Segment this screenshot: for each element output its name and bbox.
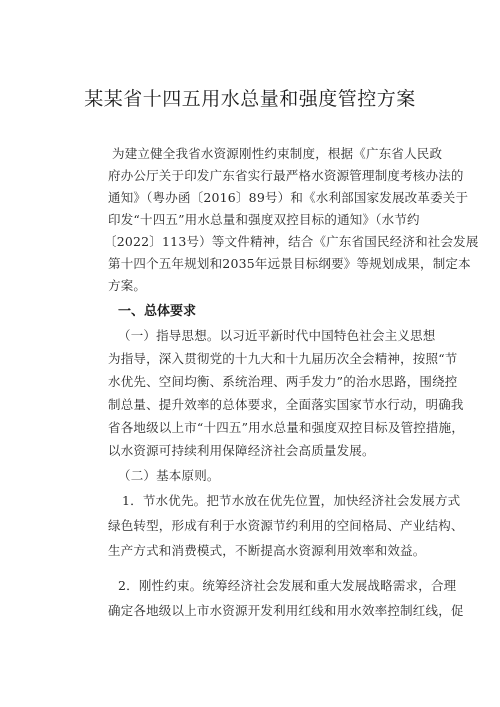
principle1-line-1: 1．节水优先。把节水放在优先位置，加快经济社会发展方式	[122, 493, 461, 508]
principle1-line-3: 生产方式和消费模式，不断提高水资源利用效率和效益。	[108, 543, 426, 558]
principle2-line-2: 确定各地级以上市水资源开发利用红线和用水效率控制红线，促	[108, 603, 464, 618]
principle2-line-1: 2．刚性约束。统筹经济社会发展和重大发展战略需求，合理	[118, 578, 457, 593]
guiding-line-4: 制总量、提升效率的总体要求，全面落实国家节水行动，明确我	[108, 397, 464, 412]
section-heading-general-requirements: 一、总体要求	[118, 304, 197, 319]
guiding-line-6: 以水资源可持续利用保障经济社会高质量发展。	[108, 443, 375, 458]
intro-line-1: 为建立健全我省水资源刚性约束制度，根据《广东省人民政	[112, 146, 443, 161]
intro-line-3: 通知》（粤办函〔2016〕89号）和《水利部国家发展改革委关于	[108, 190, 469, 205]
principle1-line-2: 绿色转型，形成有利于水资源节约利用的空间格局、产业结构、	[108, 518, 464, 533]
guiding-line-3: 水优先、空间均衡、系统治理、两手发力”的治水思路，围绕控	[108, 374, 458, 389]
principles-heading: （二）基本原则。	[118, 468, 220, 483]
intro-line-5: 〔2022〕113号）等文件精神，结合《广东省国民经济和社会发展	[104, 234, 479, 249]
intro-line-6: 第十四个五年规划和2035年远景目标纲要》等规划成果，制定本	[108, 256, 471, 271]
guiding-line-2: 为指导，深入贯彻党的十九大和十九届历次全会精神，按照“节	[108, 351, 458, 366]
guiding-line-5: 省各地级以上市“十四五”用水总量和强度双控目标及管控措施，	[108, 420, 465, 435]
intro-line-7: 方案。	[108, 278, 147, 293]
intro-line-2: 府办公厅关于印发广东省实行最严格水资源管理制度考核办法的	[108, 168, 464, 183]
guiding-line-1: （一）指导思想。以习近平新时代中国特色社会主义思想	[118, 328, 436, 343]
intro-line-4: 印发“十四五”用水总量和强度双控目标的通知》（水节约	[108, 212, 420, 227]
document-title: 某某省十四五用水总量和强度管控方案	[84, 88, 416, 110]
